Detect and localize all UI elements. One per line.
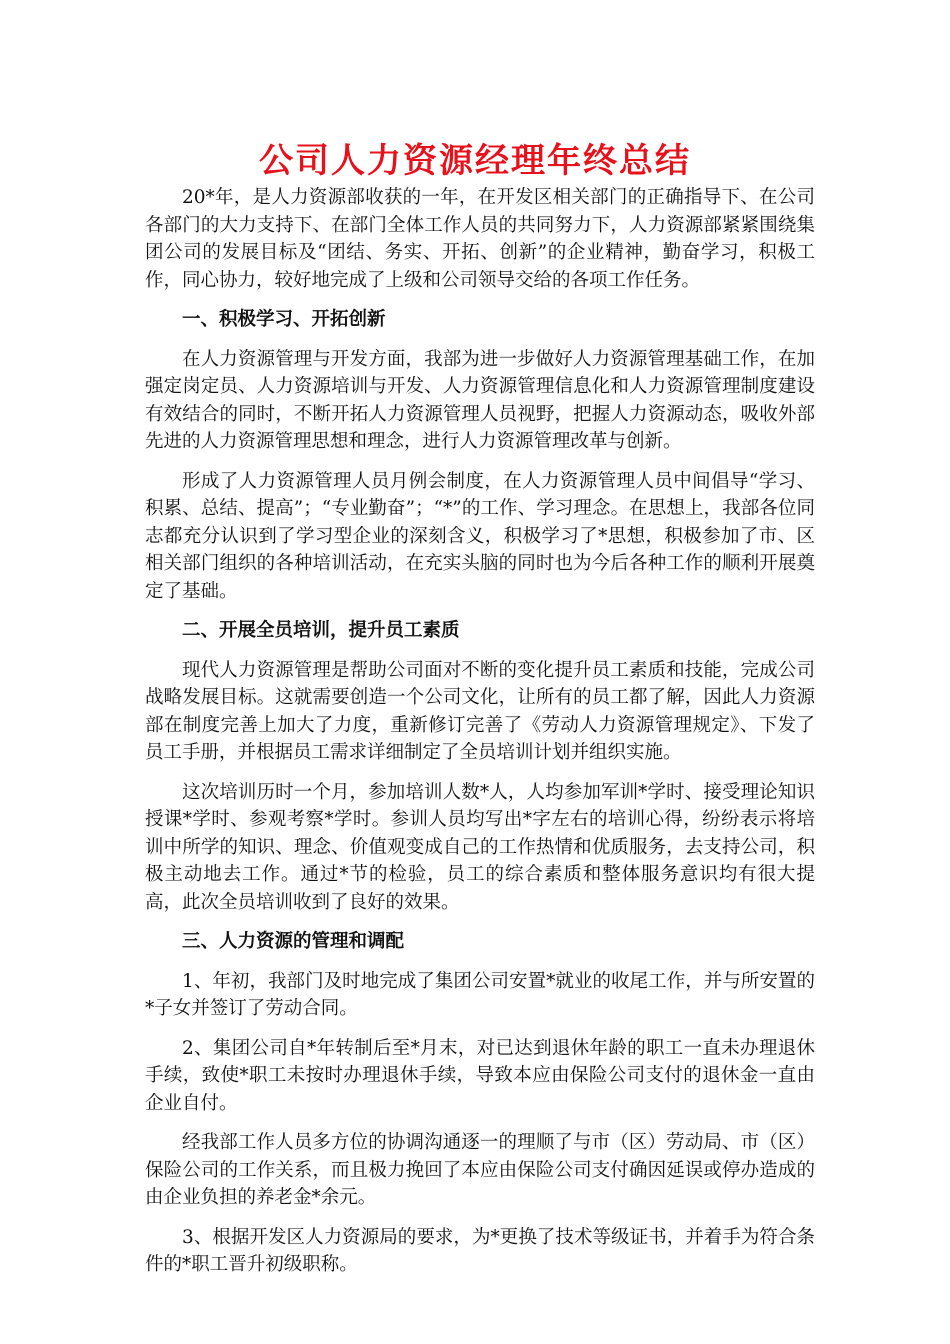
document-title: 公司人力资源经理年终总结 <box>259 141 691 181</box>
paragraph: 形成了人力资源管理人员月例会制度，在人力资源管理人员中间倡导“学习、积累、总结、提高”；“专业勤奋”；“*”的工作、学习理念。在思想上，我部各位同志都充分认识到了学习型企业的深刻含义，积极学习了*思想，积极参加了市、区相关部门组织的各种培训活动，在充实头脑的同时也为今后各种工作的顺利开展奠定了基础。 <box>145 470 815 602</box>
paragraph: 3、根据开发区人力资源局的要求，为*更换了技术等级证书，并着手为符合条件的*职工晋升初级职称。 <box>145 1226 815 1275</box>
section-heading-1: 一、积极学习、开拓创新 <box>182 309 386 330</box>
paragraph: 1、年初，我部门及时地完成了集团公司安置*就业的收尾工作，并与所安置的*子女并签订了劳动合同。 <box>145 970 815 1019</box>
paragraph: 现代人力资源管理是帮助公司面对不断的变化提升员工素质和技能，完成公司战略发展目标。这就需要创造一个公司文化，让所有的员工都了解，因此人力资源部在制度完善上加大了力度，重新修订完善了《劳动人力资源管理规定》、下发了员工手册，并根据员工需求详细制定了全员培训计划并组织实施。 <box>145 659 815 763</box>
paragraph: 经我部工作人员多方位的协调沟通逐一的理顺了与市（区）劳动局、市（区）保险公司的工作关系，而且极力挽回了本应由保险公司支付确因延误或停办造成的由企业负担的养老金*余元。 <box>145 1132 815 1208</box>
paragraph-intro: 20*年，是人力资源部收获的一年，在开发区相关部门的正确指导下、在公司各部门的大力支持下、在部门全体工作人员的共同努力下，人力资源部紧紧围绕集团公司的发展目标及“团结、务实、开拓、创新”的企业精神，勤奋学习，积极工作，同心协力，较好地完成了上级和公司领导交给的各项工作任务。 <box>145 187 815 291</box>
paragraph: 在人力资源管理与开发方面，我部为进一步做好人力资源管理基础工作，在加强定岗定员、人力资源培训与开发、人力资源管理信息化和人力资源管理制度建设有效结合的同时，不断开拓人力资源管理人员视野，把握人力资源动态，吸收外部先进的人力资源管理思想和理念，进行人力资源管理改革与创新。 <box>145 348 815 452</box>
paragraph: 这次培训历时一个月，参加培训人数*人，人均参加军训*学时、接受理论知识授课*学时、参观考察*学时。参训人员均写出*字左右的培训心得，纷纷表示将培训中所学的知识、理念、价值观变成自己的工作热情和优质服务，去支持公司，积极主动地去工作。通过*节的检验，员工的综合素质和整体服务意识均有很大提高，此次全员培训收到了良好的效果。 <box>145 781 815 913</box>
paragraph: 2、集团公司自*年转制后至*月末，对已达到退休年龄的职工一直未办理退休手续，致使*职工未按时办理退休手续，导致本应由保险公司支付的退休金一直由企业自付。 <box>145 1037 815 1114</box>
document-body <box>145 184 815 1291</box>
section-heading-3: 三、人力资源的管理和调配 <box>182 931 405 952</box>
section-heading-2: 二、开展全员培训，提升员工素质 <box>182 620 460 641</box>
